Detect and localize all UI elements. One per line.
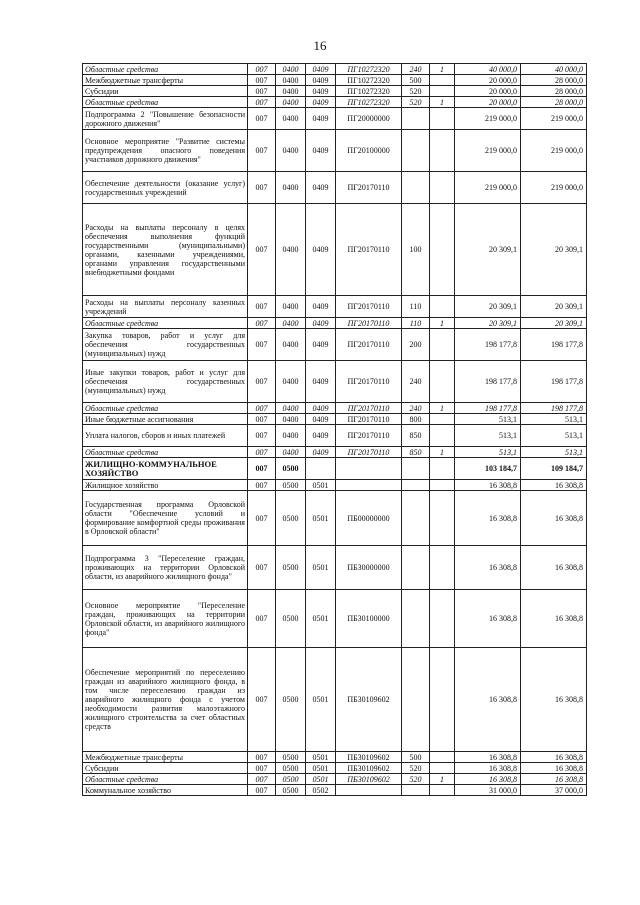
row-section-code: 0500 <box>276 763 306 774</box>
row-value-1: 103 184,7 <box>455 458 521 480</box>
row-value-1: 16 308,8 <box>455 546 521 590</box>
row-target-code: ПБ30109602 <box>336 648 402 752</box>
row-section-code: 0500 <box>276 774 306 785</box>
row-subsection-code: 0409 <box>306 329 336 361</box>
row-section-code: 0400 <box>276 86 306 97</box>
row-source-code <box>430 86 455 97</box>
row-subsection-code: 0409 <box>306 172 336 204</box>
row-section-code: 0500 <box>276 785 306 796</box>
row-name: Областные средства <box>83 403 248 414</box>
row-source-code: 1 <box>430 318 455 329</box>
budget-table <box>82 63 587 796</box>
row-subsection-code: 0409 <box>306 414 336 425</box>
row-target-code: ПГ20100000 <box>336 130 402 172</box>
row-expense-type: 850 <box>402 447 430 458</box>
row-section-code: 0400 <box>276 172 306 204</box>
row-name: Уплата налогов, сборов и иных платежей <box>83 425 248 447</box>
row-source-code: 1 <box>430 447 455 458</box>
row-source-code <box>430 763 455 774</box>
row-value-1: 31 000,0 <box>455 785 521 796</box>
table-row <box>83 318 587 329</box>
row-expense-type <box>402 785 430 796</box>
row-source-code: 1 <box>430 97 455 108</box>
row-ved-code: 007 <box>248 318 276 329</box>
table-row <box>83 480 587 491</box>
row-expense-type <box>402 480 430 491</box>
row-target-code: ПГ20170110 <box>336 425 402 447</box>
row-subsection-code: 0409 <box>306 403 336 414</box>
table-row <box>83 763 587 774</box>
row-source-code <box>430 648 455 752</box>
row-value-2: 40 000,0 <box>521 64 587 75</box>
row-subsection-code: 0409 <box>306 108 336 130</box>
table-row <box>83 329 587 361</box>
row-subsection-code: 0501 <box>306 763 336 774</box>
row-expense-type: 850 <box>402 425 430 447</box>
row-section-code: 0400 <box>276 204 306 296</box>
row-name: Иные бюджетные ассигнования <box>83 414 248 425</box>
table-row <box>83 172 587 204</box>
table-row <box>83 296 587 318</box>
table-row <box>83 546 587 590</box>
row-value-2: 16 308,8 <box>521 752 587 763</box>
row-subsection-code: 0409 <box>306 75 336 86</box>
table-row <box>83 108 587 130</box>
row-name: ЖИЛИЩНО-КОММУНАЛЬНОЕ ХОЗЯЙСТВО <box>83 458 248 480</box>
row-source-code <box>430 546 455 590</box>
row-value-2: 28 000,0 <box>521 75 587 86</box>
row-value-2: 16 308,8 <box>521 480 587 491</box>
row-expense-type <box>402 108 430 130</box>
row-section-code: 0400 <box>276 296 306 318</box>
row-name: Закупка товаров, работ и услуг для обеспечения государственных (муниципальных) нужд <box>83 329 248 361</box>
row-name: Областные средства <box>83 774 248 785</box>
row-source-code <box>430 204 455 296</box>
row-name: Обеспечение деятельности (оказание услуг) государственных учреждений <box>83 172 248 204</box>
row-value-2: 109 184,7 <box>521 458 587 480</box>
row-name: Основное мероприятие "Переселение граждан, проживающих на территории Орловской области, из аварийного жилищного фонда" <box>83 590 248 648</box>
row-section-code: 0400 <box>276 318 306 329</box>
row-expense-type <box>402 546 430 590</box>
row-name: Субсидии <box>83 763 248 774</box>
table-row <box>83 97 587 108</box>
row-ved-code: 007 <box>248 774 276 785</box>
row-value-2: 20 309,1 <box>521 204 587 296</box>
row-subsection-code: 0501 <box>306 546 336 590</box>
row-value-1: 16 308,8 <box>455 648 521 752</box>
row-name: Межбюджетные трансферты <box>83 752 248 763</box>
row-source-code: 1 <box>430 774 455 785</box>
row-target-code: ПГ20170110 <box>336 172 402 204</box>
row-value-2: 28 000,0 <box>521 97 587 108</box>
row-value-1: 20 309,1 <box>455 296 521 318</box>
row-value-1: 16 308,8 <box>455 480 521 491</box>
row-section-code: 0500 <box>276 458 306 480</box>
row-target-code: ПГ20170110 <box>336 447 402 458</box>
row-section-code: 0500 <box>276 480 306 491</box>
row-section-code: 0500 <box>276 590 306 648</box>
row-name: Подпрограмма 3 "Переселение граждан, проживающих на территории Орловской области, из аварийного жилищного фонда" <box>83 546 248 590</box>
row-source-code <box>430 414 455 425</box>
row-name: Расходы на выплаты персоналу в целях обеспечения выполнения функций государственными (муниципальными) органами, казенными учреждениями, органами управления государственными внебюджетными фондами <box>83 204 248 296</box>
row-expense-type <box>402 458 430 480</box>
page-number: 16 <box>313 38 327 53</box>
row-source-code <box>430 296 455 318</box>
row-source-code <box>430 425 455 447</box>
row-ved-code: 007 <box>248 491 276 546</box>
row-source-code: 1 <box>430 64 455 75</box>
table-row <box>83 75 587 86</box>
row-ved-code: 007 <box>248 361 276 403</box>
table-row <box>83 361 587 403</box>
row-value-1: 219 000,0 <box>455 172 521 204</box>
row-subsection-code: 0409 <box>306 86 336 97</box>
row-name: Межбюджетные трансферты <box>83 75 248 86</box>
row-ved-code: 007 <box>248 296 276 318</box>
row-value-1: 16 308,8 <box>455 774 521 785</box>
table-row <box>83 414 587 425</box>
row-value-1: 20 000,0 <box>455 97 521 108</box>
row-expense-type: 240 <box>402 403 430 414</box>
table-row <box>83 403 587 414</box>
row-source-code <box>430 752 455 763</box>
row-target-code: ПБ30109602 <box>336 774 402 785</box>
row-ved-code: 007 <box>248 75 276 86</box>
table-row <box>83 648 587 752</box>
table-row <box>83 752 587 763</box>
row-target-code: ПГ10272320 <box>336 86 402 97</box>
row-value-2: 513,1 <box>521 414 587 425</box>
row-target-code: ПГ20170110 <box>336 318 402 329</box>
row-value-2: 513,1 <box>521 425 587 447</box>
row-section-code: 0400 <box>276 130 306 172</box>
row-name: Субсидии <box>83 86 248 97</box>
row-value-2: 16 308,8 <box>521 546 587 590</box>
row-section-code: 0500 <box>276 546 306 590</box>
row-name: Областные средства <box>83 447 248 458</box>
row-ved-code: 007 <box>248 590 276 648</box>
row-expense-type <box>402 130 430 172</box>
row-value-1: 198 177,8 <box>455 361 521 403</box>
row-expense-type: 500 <box>402 75 430 86</box>
row-expense-type: 200 <box>402 329 430 361</box>
table-row <box>83 590 587 648</box>
row-expense-type: 110 <box>402 318 430 329</box>
row-ved-code: 007 <box>248 64 276 75</box>
row-subsection-code: 0409 <box>306 130 336 172</box>
row-section-code: 0400 <box>276 329 306 361</box>
row-target-code: ПГ20170110 <box>336 296 402 318</box>
row-subsection-code: 0409 <box>306 296 336 318</box>
row-subsection-code: 0409 <box>306 97 336 108</box>
row-expense-type: 520 <box>402 774 430 785</box>
row-value-2: 28 000,0 <box>521 86 587 97</box>
row-section-code: 0500 <box>276 752 306 763</box>
row-expense-type: 500 <box>402 752 430 763</box>
row-target-code: ПГ20170110 <box>336 403 402 414</box>
row-subsection-code: 0501 <box>306 491 336 546</box>
row-expense-type: 240 <box>402 361 430 403</box>
row-source-code <box>430 590 455 648</box>
row-expense-type: 520 <box>402 86 430 97</box>
row-value-2: 16 308,8 <box>521 763 587 774</box>
row-subsection-code: 0409 <box>306 64 336 75</box>
row-section-code: 0400 <box>276 108 306 130</box>
row-subsection-code: 0501 <box>306 752 336 763</box>
row-ved-code: 007 <box>248 648 276 752</box>
row-expense-type: 100 <box>402 204 430 296</box>
row-value-1: 198 177,8 <box>455 329 521 361</box>
row-name: Жилищное хозяйство <box>83 480 248 491</box>
row-source-code <box>430 458 455 480</box>
row-expense-type: 520 <box>402 97 430 108</box>
row-section-code: 0400 <box>276 414 306 425</box>
row-subsection-code: 0409 <box>306 204 336 296</box>
row-value-1: 20 000,0 <box>455 75 521 86</box>
row-ved-code: 007 <box>248 447 276 458</box>
row-value-1: 513,1 <box>455 425 521 447</box>
table-row <box>83 458 587 480</box>
row-ved-code: 007 <box>248 108 276 130</box>
row-expense-type <box>402 648 430 752</box>
row-name: Расходы на выплаты персоналу казенных учреждений <box>83 296 248 318</box>
row-subsection-code: 0501 <box>306 590 336 648</box>
row-subsection-code: 0502 <box>306 785 336 796</box>
row-expense-type: 520 <box>402 763 430 774</box>
row-value-2: 198 177,8 <box>521 403 587 414</box>
row-ved-code: 007 <box>248 425 276 447</box>
row-subsection-code: 0409 <box>306 447 336 458</box>
row-section-code: 0400 <box>276 64 306 75</box>
row-ved-code: 007 <box>248 130 276 172</box>
row-value-1: 16 308,8 <box>455 491 521 546</box>
row-name: Иные закупки товаров, работ и услуг для обеспечения государственных (муниципальных) нужд <box>83 361 248 403</box>
row-ved-code: 007 <box>248 546 276 590</box>
row-value-2: 198 177,8 <box>521 361 587 403</box>
row-target-code: ПБ30000000 <box>336 546 402 590</box>
row-source-code <box>430 172 455 204</box>
row-expense-type <box>402 172 430 204</box>
row-value-2: 37 000,0 <box>521 785 587 796</box>
row-target-code: ПБ30109602 <box>336 763 402 774</box>
table-row <box>83 785 587 796</box>
row-target-code <box>336 785 402 796</box>
row-value-1: 198 177,8 <box>455 403 521 414</box>
row-expense-type: 240 <box>402 64 430 75</box>
row-value-2: 16 308,8 <box>521 590 587 648</box>
row-subsection-code: 0501 <box>306 774 336 785</box>
row-target-code: ПГ20170110 <box>336 329 402 361</box>
row-section-code: 0400 <box>276 75 306 86</box>
row-source-code <box>430 491 455 546</box>
table-row <box>83 64 587 75</box>
row-ved-code: 007 <box>248 172 276 204</box>
row-section-code: 0400 <box>276 447 306 458</box>
row-section-code: 0400 <box>276 97 306 108</box>
row-section-code: 0400 <box>276 425 306 447</box>
row-source-code <box>430 108 455 130</box>
row-value-2: 513,1 <box>521 447 587 458</box>
row-value-2: 20 309,1 <box>521 318 587 329</box>
row-name: Государственная программа Орловской области "Обеспечение условий и формирование комфортной среды проживания в Орловской области" <box>83 491 248 546</box>
row-target-code: ПБ30100000 <box>336 590 402 648</box>
table-row <box>83 447 587 458</box>
row-value-1: 219 000,0 <box>455 130 521 172</box>
row-value-2: 219 000,0 <box>521 172 587 204</box>
row-subsection-code: 0409 <box>306 318 336 329</box>
row-name: Коммунальное хозяйство <box>83 785 248 796</box>
row-value-1: 16 308,8 <box>455 752 521 763</box>
row-value-1: 219 000,0 <box>455 108 521 130</box>
row-source-code <box>430 75 455 86</box>
row-name: Областные средства <box>83 64 248 75</box>
row-subsection-code <box>306 458 336 480</box>
row-target-code: ПБ00000000 <box>336 491 402 546</box>
row-value-1: 16 308,8 <box>455 590 521 648</box>
row-expense-type: 110 <box>402 296 430 318</box>
row-target-code: ПГ10272320 <box>336 75 402 86</box>
row-section-code: 0500 <box>276 648 306 752</box>
row-section-code: 0400 <box>276 403 306 414</box>
row-ved-code: 007 <box>248 329 276 361</box>
row-value-2: 16 308,8 <box>521 774 587 785</box>
table-row <box>83 130 587 172</box>
row-subsection-code: 0409 <box>306 425 336 447</box>
row-value-1: 20 000,0 <box>455 86 521 97</box>
row-target-code: ПГ10272320 <box>336 64 402 75</box>
row-ved-code: 007 <box>248 97 276 108</box>
row-ved-code: 007 <box>248 458 276 480</box>
row-source-code <box>430 785 455 796</box>
row-value-2: 16 308,8 <box>521 648 587 752</box>
row-ved-code: 007 <box>248 752 276 763</box>
table-row <box>83 425 587 447</box>
row-source-code: 1 <box>430 403 455 414</box>
row-value-2: 219 000,0 <box>521 130 587 172</box>
row-ved-code: 007 <box>248 414 276 425</box>
row-name: Основное мероприятие "Развитие системы предупреждения опасного поведения участников дорожного движения" <box>83 130 248 172</box>
row-target-code: ПГ20170110 <box>336 361 402 403</box>
row-ved-code: 007 <box>248 480 276 491</box>
row-target-code: ПГ10272320 <box>336 97 402 108</box>
row-value-2: 219 000,0 <box>521 108 587 130</box>
row-name: Областные средства <box>83 318 248 329</box>
row-ved-code: 007 <box>248 403 276 414</box>
row-ved-code: 007 <box>248 86 276 97</box>
row-target-code: ПГ20170110 <box>336 204 402 296</box>
row-target-code: ПГ20000000 <box>336 108 402 130</box>
row-target-code <box>336 458 402 480</box>
row-ved-code: 007 <box>248 785 276 796</box>
table-row <box>83 491 587 546</box>
row-value-1: 40 000,0 <box>455 64 521 75</box>
row-ved-code: 007 <box>248 763 276 774</box>
row-value-1: 20 309,1 <box>455 204 521 296</box>
row-section-code: 0500 <box>276 491 306 546</box>
row-source-code <box>430 480 455 491</box>
row-name: Областные средства <box>83 97 248 108</box>
row-ved-code: 007 <box>248 204 276 296</box>
table-body <box>83 64 587 796</box>
row-target-code <box>336 480 402 491</box>
row-source-code <box>430 361 455 403</box>
row-value-2: 20 309,1 <box>521 296 587 318</box>
row-subsection-code: 0409 <box>306 361 336 403</box>
row-value-1: 513,1 <box>455 414 521 425</box>
row-value-2: 16 308,8 <box>521 491 587 546</box>
table-row <box>83 86 587 97</box>
row-expense-type <box>402 491 430 546</box>
row-subsection-code: 0501 <box>306 648 336 752</box>
row-value-1: 20 309,1 <box>455 318 521 329</box>
row-section-code: 0400 <box>276 361 306 403</box>
row-target-code: ПГ20170110 <box>336 414 402 425</box>
table-row <box>83 774 587 785</box>
row-value-1: 513,1 <box>455 447 521 458</box>
row-source-code <box>430 130 455 172</box>
row-value-2: 198 177,8 <box>521 329 587 361</box>
row-value-1: 16 308,8 <box>455 763 521 774</box>
table-row <box>83 204 587 296</box>
row-expense-type <box>402 590 430 648</box>
row-target-code: ПБ30109602 <box>336 752 402 763</box>
row-name: Подпрограмма 2 "Повышение безопасности дорожного движения" <box>83 108 248 130</box>
row-expense-type: 800 <box>402 414 430 425</box>
row-subsection-code: 0501 <box>306 480 336 491</box>
row-source-code <box>430 329 455 361</box>
row-name: Обеспечение мероприятий по переселению граждан из аварийного жилищного фонда, в том числе переселению граждан из аварийного жилищного фонда с учетом необходимости развития малоэтажного жилищного строительства за счет областных средств <box>83 648 248 752</box>
